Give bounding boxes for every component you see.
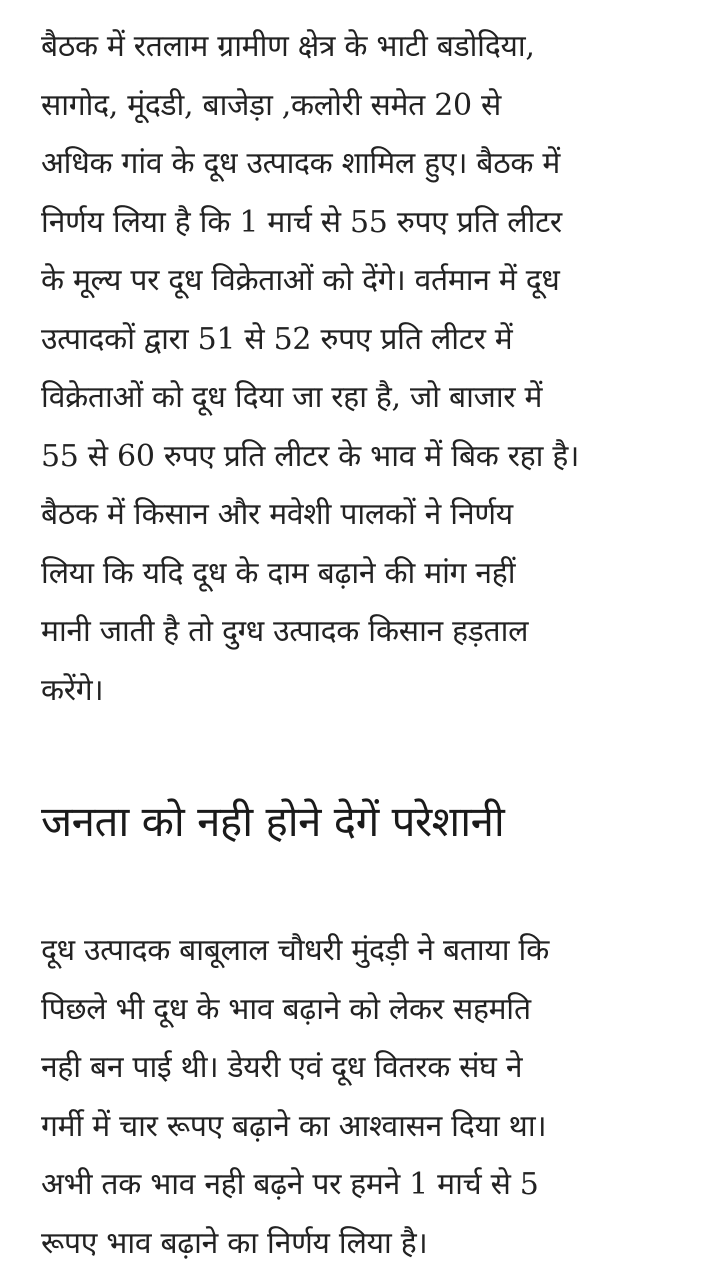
paragraph-line: 55 से 60 रुपए प्रति लीटर के भाव में बिक रहा है।	[41, 428, 691, 487]
paragraph-line: सागोद, मूंदडी, बाजेड़ा ,कलोरी समेत 20 से	[41, 77, 691, 136]
paragraph-line: अभी तक भाव नही बढ़ने पर हमने 1 मार्च से 5	[41, 1156, 691, 1215]
paragraph-line: रूपए भाव बढ़ाने का निर्णय लिया है।	[41, 1215, 691, 1273]
paragraph-line: लिया कि यदि दूध के दाम बढ़ाने की मांग नहीं	[41, 545, 691, 604]
paragraph-line: उत्पादकों द्वारा 51 से 52 रुपए प्रति लीटर में	[41, 311, 691, 370]
paragraph-line: मानी जाती है तो दुग्ध उत्पादक किसान हड़ताल	[41, 603, 691, 662]
paragraph-line: दूध उत्पादक बाबूलाल चौधरी मुंदड़ी ने बताया कि	[41, 922, 691, 981]
paragraph-line: गर्मी में चार रूपए बढ़ाने का आश्वासन दिया था।	[41, 1098, 691, 1157]
paragraph-line: करेंगे।	[41, 662, 691, 721]
paragraph-line: अधिक गांव के दूध उत्पादक शामिल हुए। बैठक में	[41, 135, 691, 194]
paragraph-line: बैठक में रतलाम ग्रामीण क्षेत्र के भाटी बडोदिया,	[41, 18, 691, 77]
paragraph-line: निर्णय लिया है कि 1 मार्च से 55 रुपए प्रति लीटर	[41, 194, 691, 253]
paragraph-line: के मूल्य पर दूध विक्रेताओं को देंगे। वर्तमान में दूध	[41, 252, 691, 311]
paragraph-line: पिछले भी दूध के भाव बढ़ाने को लेकर सहमति	[41, 981, 691, 1040]
paragraph-milk-price-decision	[41, 18, 691, 720]
paragraph-line: विक्रेताओं को दूध दिया जा रहा है, जो बाजार में	[41, 369, 691, 428]
article-body	[41, 18, 691, 1273]
paragraph-line: बैठक में किसान और मवेशी पालकों ने निर्णय	[41, 486, 691, 545]
paragraph-line: नही बन पाई थी। डेयरी एवं दूध वितरक संघ ने	[41, 1039, 691, 1098]
paragraph-producer-statement	[41, 922, 691, 1273]
section-heading: जनता को नही होने देगें परेशानी	[41, 792, 691, 852]
